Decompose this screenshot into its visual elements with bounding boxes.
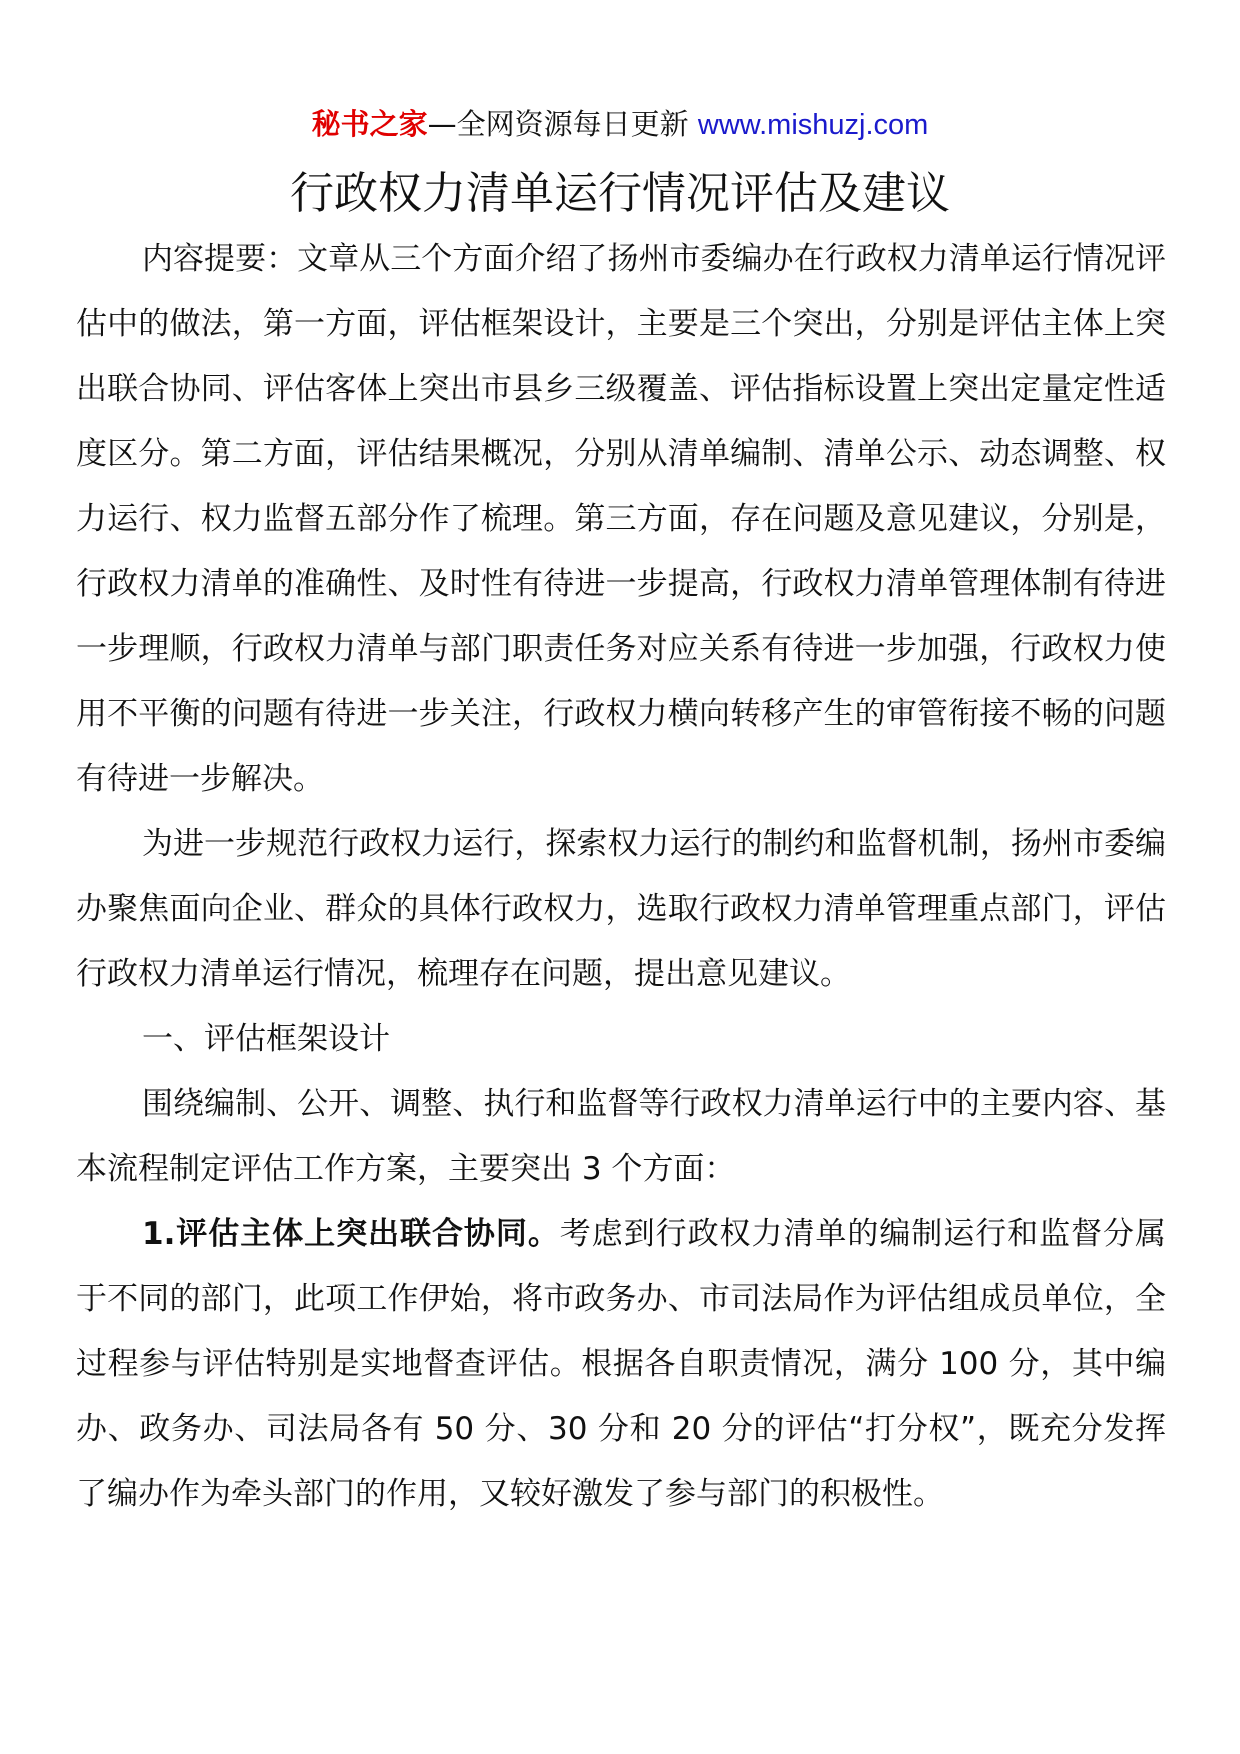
header-tagline: —全网资源每日更新 [427,107,698,141]
document-title: 行政权力清单运行情况评估及建议 [290,168,950,219]
summary-paragraph: 内容提要：文章从三个方面介绍了扬州市委编办在行政权力清单运行情况评估中的做法，第一方面，评估框架设计，主要是三个突出，分别是评估主体上突出联合协同、评估客体上突出市县乡三级覆盖、评估指标设置上突出定量定性适度区分。第二方面，评估结果概况，分别从清单编制、清单公示、动态调整、权力运行、权力监督五部分作了梳理。第三方面，存在问题及意见建议，分别是，行政权力清单的准确性、及时性有待进一步提高，行政权力清单管理体制有待进一步理顺，行政权力清单与部门职责任务对应关系有待进一步加强，行政权力使用不平衡的问题有待进一步关注，行政权力横向转移产生的审管衔接不畅的问题有待进一步解决。 [76,241,1166,797]
site-url-link[interactable]: www.mishuzj.com [697,109,929,141]
point-paragraph [76,1202,1166,1527]
intro-paragraph: 为进一步规范行政权力运行，探索权力运行的制约和监督机制，扬州市委编办聚焦面向企业、群众的具体行政权力，选取行政权力清单管理重点部门，评估行政权力清单运行情况，梳理存在问题，提出意见建议。 [76,826,1166,992]
brand-name: 秘书之家 [311,107,428,141]
section-intro-paragraph: 围绕编制、公开、调整、执行和监督等行政权力清单运行中的主要内容、基本流程制定评估工作方案，主要突出 3 个方面： [76,1086,1166,1187]
point-body: 考虑到行政权力清单的编制运行和监督分属于不同的部门，此项工作伊始，将市政务办、市司法局作为评估组成员单位，全过程参与评估特别是实地督查评估。根据各自职责情况，满分 100 分，其中编办、政务办、司法局各有 50 分、30 分和 20 分的评估“打分权”，既充分发挥了编办作为牵头部门的作用，又较好激发了参与部门的积极性。 [76,1216,1166,1512]
document-body [76,227,1166,1527]
section-heading: 一、评估框架设计 [142,1021,390,1057]
point-lead: 1.评估主体上突出联合协同。 [142,1216,560,1252]
site-header [0,104,1240,145]
